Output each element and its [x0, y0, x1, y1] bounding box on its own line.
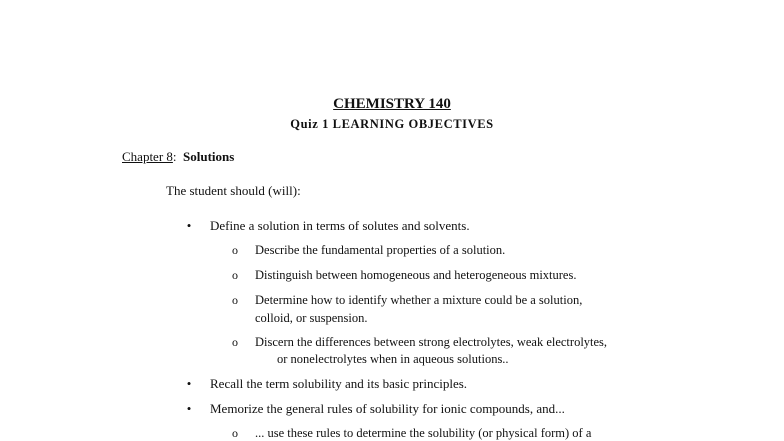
objective-1-sub-4-line-2: or nonelectrolytes when in aqueous solutions..	[277, 352, 509, 366]
objective-1: Define a solution in terms of solutes and solvents.	[210, 218, 470, 233]
objective-1-sub-1: Describe the fundamental properties of a solution.	[255, 243, 506, 257]
sub-marker: o	[232, 335, 238, 349]
chapter-name: Solutions	[183, 149, 235, 164]
sub-marker: o	[232, 268, 238, 282]
sub-marker: o	[232, 243, 238, 257]
intro-text: The student should (will):	[166, 183, 301, 198]
objective-1-sub-3-line-1: Determine how to identify whether a mixture could be a solution,	[255, 293, 583, 307]
sub-marker: o	[232, 426, 238, 440]
document-subtitle: Quiz 1 LEARNING OBJECTIVES	[290, 117, 494, 131]
objective-2: Recall the term solubility and its basic principles.	[210, 376, 468, 391]
objective-1-sub-4-line-1: Discern the differences between strong electrolytes, weak electrolytes,	[255, 335, 608, 349]
chapter-number: Chapter 8	[122, 149, 173, 164]
document-title: CHEMISTRY 140	[333, 96, 451, 112]
bullet-marker: •	[186, 376, 192, 391]
objective-1-sub-2: Distinguish between homogeneous and heterogeneous mixtures.	[255, 268, 577, 282]
sub-marker: o	[232, 293, 238, 307]
objective-1-sub-3-line-2: colloid, or suspension.	[255, 311, 368, 325]
chapter-separator: :	[172, 149, 177, 164]
objective-3: Memorize the general rules of solubility for ionic compounds, and...	[210, 401, 565, 416]
chapter-heading	[122, 149, 234, 165]
bullet-marker: •	[186, 401, 192, 416]
objective-3-sub-1: ... use these rules to determine the solubility (or physical form) of a	[255, 426, 592, 440]
bullet-marker: •	[186, 218, 192, 233]
